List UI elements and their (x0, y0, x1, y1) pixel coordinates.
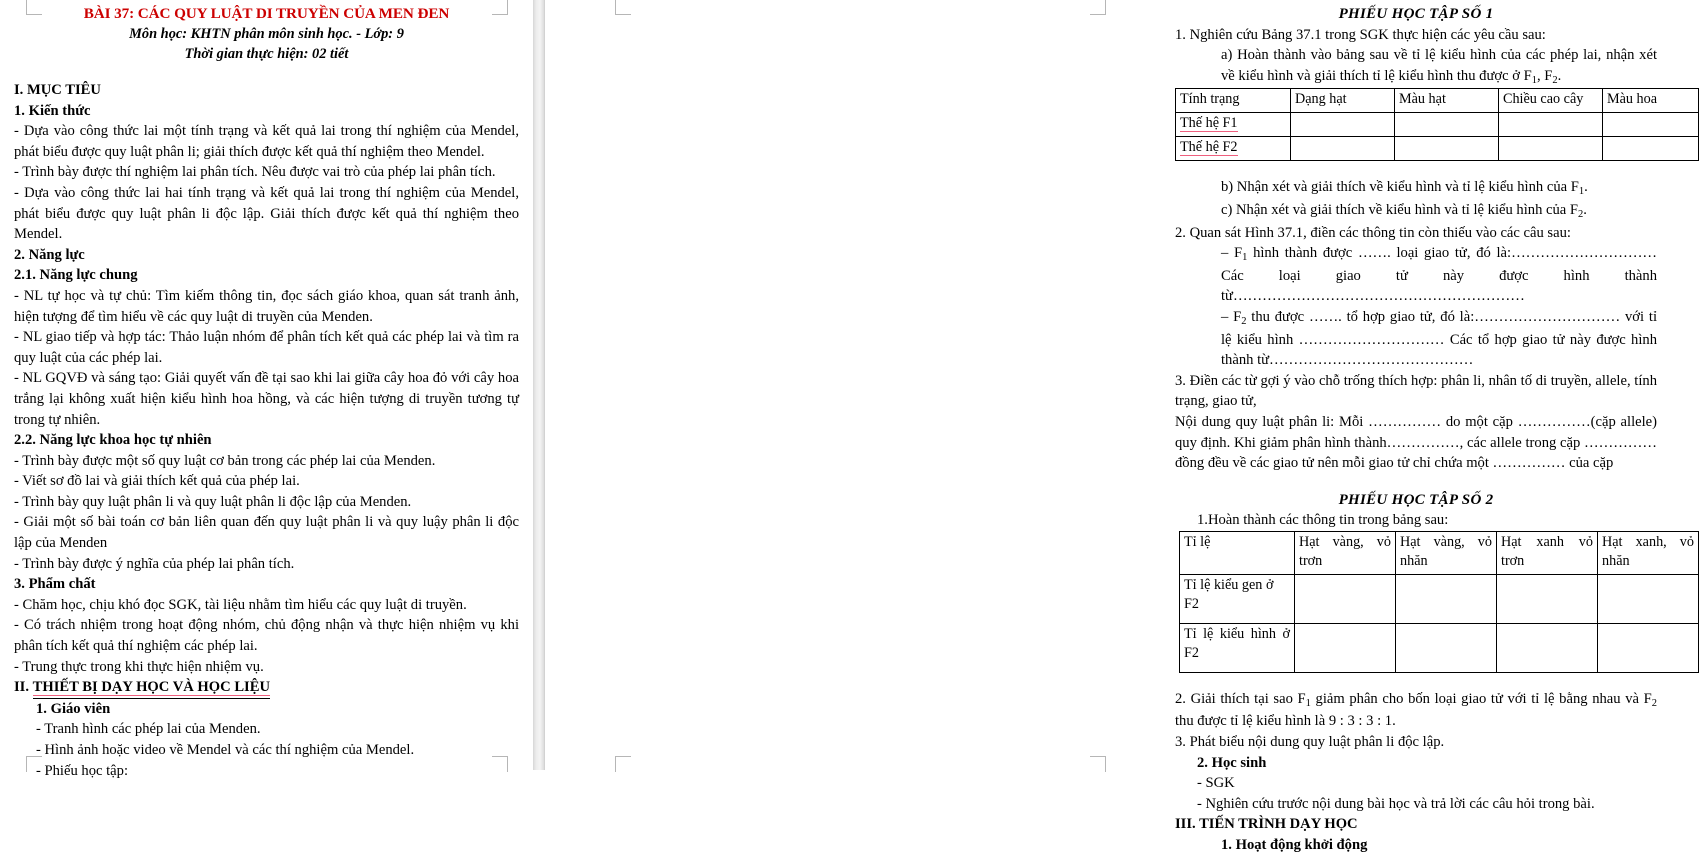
table-cell[interactable] (1295, 623, 1396, 672)
page-gutter (533, 0, 545, 770)
table-header-cell: Hạt xanh vỏ trơn (1497, 531, 1598, 574)
heading-knowledge: 1. Kiến thức (14, 102, 91, 119)
lesson-subject-line: Môn học: KHTN phân môn sinh học. - Lớp: 9 (129, 26, 404, 42)
ws1-item-1c: c) Nhận xét và giải thích về kiểu hình và tỉ lệ kiểu hình của $F_2$. (1221, 201, 1587, 220)
table-cell[interactable] (1499, 113, 1603, 137)
table-header-cell: Chiều cao cây (1499, 89, 1603, 113)
student-item: - Nghiên cứu trước nội dung bài học và trả lời các câu hỏi trong bài. (1197, 795, 1595, 812)
heading-general-competency: 2.1. Năng lực chung (14, 267, 138, 284)
table-row (1176, 113, 1699, 137)
heading-qualities: 3. Phẩm chất (14, 576, 96, 593)
table-row-header (1180, 531, 1699, 574)
table-cell[interactable] (1598, 574, 1699, 623)
table-cell[interactable] (1396, 574, 1497, 623)
quality-item: - Chăm học, chịu khó đọc SGK, tài liệu nhằm tìm hiểu các quy luật di truyền. (14, 596, 467, 613)
science-competency-item: - Trình bày được một số quy luật cơ bản trong các phép lai của Menden. (14, 452, 436, 469)
heading-equipment-number: II. (14, 679, 30, 696)
ws1-item-1b: b) Nhận xét và giải thích về kiểu hình và tỉ lệ kiểu hình của $F_1$. (1221, 179, 1588, 198)
table-cell: Thế hệ F1 (1176, 113, 1291, 137)
page-right (545, 0, 1694, 854)
table-cell[interactable] (1603, 137, 1699, 161)
table-cell[interactable] (1291, 113, 1395, 137)
lesson-duration-line: Thời gian thực hiện: 02 tiết (184, 46, 349, 62)
knowledge-item: - Dựa vào công thức lai một tính trạng và kết quả lai trong thí nghiệm của Mendel, phát biểu được quy luật phân li; giải thích được kết quả thí nghiệm theo Mendel. (14, 123, 519, 160)
margin-mark-bottom-left (615, 756, 631, 772)
quality-item: - Có trách nhiệm trong hoạt động nhóm, chủ động nhận và thực hiện nhiệm vụ khi phân tích kết quả thí nghiệm các phép lai. (14, 617, 519, 655)
ws1-item-3-body: Nội dung quy luật phân li: Mỗi …………… do một cặp ……………(cặp allele) quy định. Khi giảm phân hình thành……………, các allele trong cặp …………… đồng đều về các giao tử nên mỗi giao tử chỉ chứa một …………… của cặp (1175, 413, 1657, 472)
table-row (1176, 137, 1699, 161)
heading-teacher: 1. Giáo viên (36, 700, 111, 717)
general-competency-item: - NL tự học và tự chủ: Tìm kiếm thông tin, đọc sách giáo khoa, quan sát tranh ảnh, hiện tượng để tìm hiểu về các quy luật di truyền của Menden. (14, 287, 519, 325)
science-competency-item: - Viết sơ đồ lai và giải thích kết quả của phép lai. (14, 473, 300, 490)
table-cell[interactable] (1499, 137, 1603, 161)
table-cell[interactable] (1497, 623, 1598, 672)
table-header-cell: Tỉ lệ (1180, 531, 1295, 574)
teacher-item: - Hình ảnh hoặc video về Mendel và các thí nghiệm của Mendel. (36, 742, 415, 758)
table-header-cell: Hạt vàng, vỏ nhăn (1396, 531, 1497, 574)
table-cell[interactable] (1395, 137, 1499, 161)
student-item: - SGK (1197, 775, 1235, 792)
heading-objectives: I. MỤC TIÊU (14, 82, 101, 98)
table-header-cell: Màu hạt (1395, 89, 1499, 113)
table-row-header (1176, 89, 1699, 113)
table-cell: Tỉ lệ kiểu hình ở F2 (1180, 623, 1295, 672)
table-header-cell: Tính trạng (1176, 89, 1291, 113)
table-cell: Thế hệ F2 (1176, 137, 1291, 161)
ws1-item-2-dash1: – $F_1$ hình thành được ……. loại giao tử, đó là:………………………… Các loại giao tử này được hình thành từ…………………………………………………… (1221, 245, 1658, 305)
ws1-item-2-dash2: – $F_2$ thu được ……. tổ hợp giao tử, đó là:………………………… với tỉ lệ kiểu hình ………………………… Các tổ hợp giao tử này được hình thành từ…………………………………… (1221, 308, 1658, 369)
margin-mark-bottom-right (1090, 756, 1106, 772)
heading-science-competency: 2.2. Năng lực khoa học tự nhiên (14, 432, 212, 449)
table-cell[interactable] (1598, 623, 1699, 672)
table-phenotype-ratio (1175, 88, 1699, 161)
teacher-item: - Tranh hình các phép lai của Menden. (36, 721, 261, 738)
table-cell[interactable] (1497, 574, 1598, 623)
worksheet-1-title: PHIẾU HỌC TẬP SỐ 1 (1338, 6, 1494, 22)
lesson-title: BÀI 37: CÁC QUY LUẬT DI TRUYỀN CỦA MEN ĐEN (83, 5, 450, 22)
table-header-cell: Màu hoa (1603, 89, 1699, 113)
heading-competency: 2. Năng lực (14, 246, 85, 263)
table-header-cell: Hạt xanh, vỏ nhăn (1598, 531, 1699, 574)
table-header-cell: Hạt vàng, vỏ trơn (1295, 531, 1396, 574)
ws1-item-2: 2. Quan sát Hình 37.1, điền các thông tin còn thiếu vào các câu sau: (1175, 224, 1571, 241)
table-cell: Tỉ lệ kiểu gen ở F2 (1180, 574, 1295, 623)
science-competency-item: - Giải một số bài toán cơ bản liên quan đến quy luật phân li và quy luậy phân li độc lập của Menden (14, 514, 519, 552)
table-row (1180, 574, 1699, 623)
quality-item: - Trung thực trong khi thực hiện nhiệm vụ. (14, 658, 264, 675)
table-header-cell: Dạng hạt (1291, 89, 1395, 113)
heading-equipment-text: THIẾT BỊ DẠY HỌC VÀ HỌC LIỆU (33, 677, 270, 699)
heading-activity-1: 1. Hoạt động khởi động (1221, 837, 1368, 854)
ws2-item-2: 2. Giải thích tại sao $F_1$ giảm phân cho bốn loại giao tử với tỉ lệ bằng nhau và $F_2$ thu được tỉ lệ kiểu hình là 9 : 3 : 3 : 1. (1175, 690, 1657, 730)
margin-mark-top-right (1090, 0, 1106, 15)
heading-student: 2. Học sinh (1197, 754, 1267, 771)
table-cell[interactable] (1295, 574, 1396, 623)
heading-teaching-process: III. TIẾN TRÌNH DẠY HỌC (1175, 816, 1358, 833)
science-competency-item: - Trình bày được ý nghĩa của phép lai phân tích. (14, 555, 295, 572)
table-cell[interactable] (1395, 113, 1499, 137)
margin-mark-top-left (615, 0, 631, 15)
page-left (0, 0, 533, 779)
ws2-item-3: 3. Phát biểu nội dung quy luật phân li độc lập. (1175, 734, 1445, 751)
general-competency-item: - NL GQVĐ và sáng tạo: Giải quyết vấn đề tại sao khi lai giữa cây hoa đỏ với cây hoa trắng lại không xuất hiện kiểu hình hoa hồng, và các hiện tượng di truyền tương tự trong tự nhiên. (14, 370, 519, 428)
left-page-content (14, 4, 519, 781)
table-cell[interactable] (1396, 623, 1497, 672)
ws1-item-1: 1. Nghiên cứu Bảng 37.1 trong SGK thực hiện các yêu cầu sau: (1175, 26, 1546, 43)
ws1-item-3: 3. Điền các từ gợi ý vào chỗ trống thích hợp: phân li, nhân tố di truyền, allele, tính trạng, giao tử, (1175, 372, 1657, 410)
table-genotype-phenotype-f2 (1179, 531, 1699, 673)
general-competency-item: - NL giao tiếp và hợp tác: Thảo luận nhóm để phân tích kết quả các phép lai và tìm ra quy luật của các phép lai. (14, 329, 519, 366)
table-cell[interactable] (1603, 113, 1699, 137)
ws1-item-1a: a) Hoàn thành vào bảng sau về tỉ lệ kiểu hình của các phép lai, nhận xét về kiểu hình và giải thích tỉ lệ kiểu hình thu được ở $F_1$, $F_2$. (1221, 47, 1657, 86)
science-competency-item: - Trình bày quy luật phân li và quy luật phân li độc lập của Menden. (14, 493, 412, 510)
heading-equipment (14, 677, 519, 699)
knowledge-item: - Dựa vào công thức lai hai tính trạng và kết quả lai trong thí nghiệm của Mendel, phát biểu được quy luật phân li độc lập. Giải thích được kết quả thí nghiệm theo Mendel. (14, 184, 519, 243)
teacher-item: - Phiếu học tập: (36, 762, 129, 779)
table-row (1180, 623, 1699, 672)
ws2-item-1: 1.Hoàn thành các thông tin trong bảng sau: (1197, 512, 1449, 529)
worksheet-2-title: PHIẾU HỌC TẬP SỐ 2 (1338, 491, 1494, 508)
knowledge-item: - Trình bày được thí nghiệm lai phân tích. Nêu được vai trò của phép lai phân tích. (14, 164, 496, 181)
table-cell[interactable] (1291, 137, 1395, 161)
right-page-content (1175, 4, 1694, 856)
